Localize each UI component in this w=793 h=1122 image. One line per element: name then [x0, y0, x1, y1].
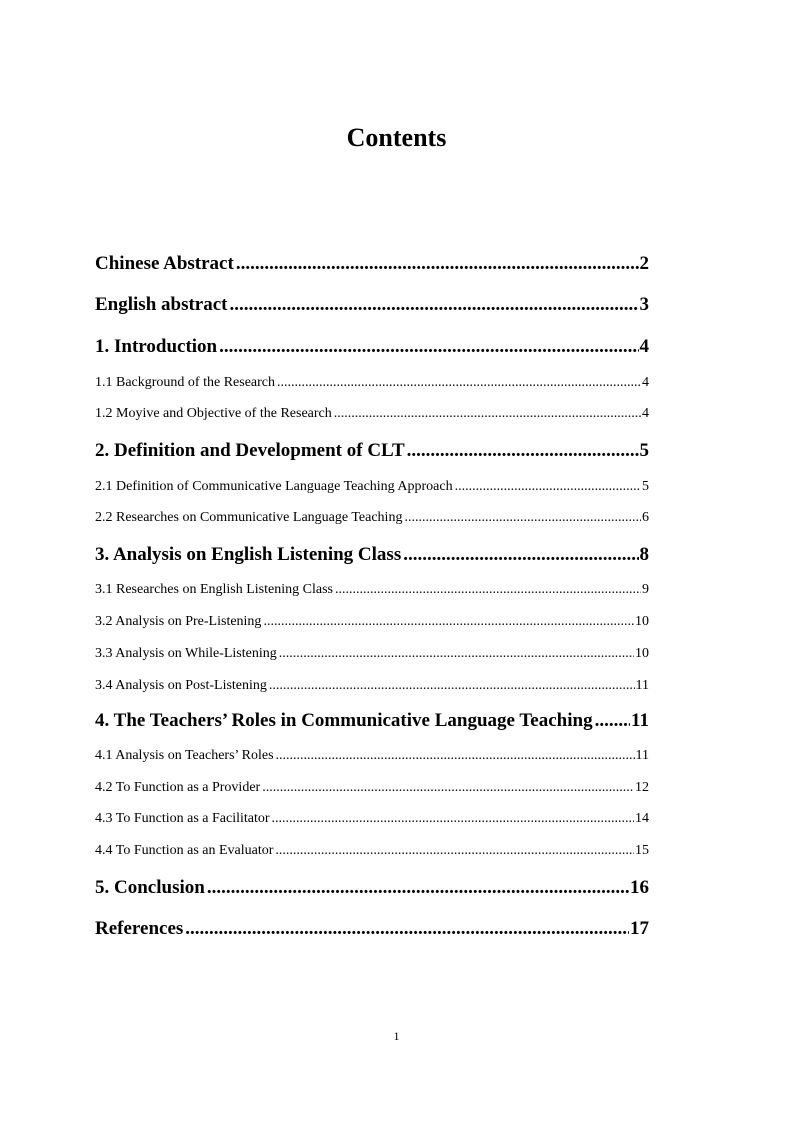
toc-leader-dots: [335, 580, 641, 600]
toc-entry[interactable]: [95, 676, 649, 696]
toc-entry-page: 10: [635, 646, 649, 661]
toc-entry-label: Chinese Abstract: [95, 253, 234, 274]
toc-entry-page: 4: [642, 375, 649, 390]
toc-entry[interactable]: [95, 841, 649, 861]
toc-entry[interactable]: [95, 292, 649, 318]
toc-entry[interactable]: [95, 373, 649, 393]
toc-leader-dots: [185, 916, 629, 942]
toc-leader-dots: [275, 841, 634, 861]
toc-leader-dots: [595, 708, 630, 734]
toc-leader-dots: [219, 334, 638, 360]
toc-entry-page: 11: [635, 678, 649, 693]
toc-entry[interactable]: [95, 746, 649, 766]
toc-entry-page: 17: [630, 918, 649, 939]
toc-entry-label: 2.2 Researches on Communicative Language Teaching: [95, 510, 403, 525]
table-of-contents: [95, 0, 649, 1000]
toc-entry-label: English abstract: [95, 294, 228, 315]
toc-entry-label: 4.3 To Function as a Facilitator: [95, 811, 270, 826]
toc-entry[interactable]: [95, 612, 649, 632]
toc-leader-dots: [277, 373, 641, 393]
toc-entry[interactable]: [95, 875, 649, 901]
toc-entry[interactable]: [95, 580, 649, 600]
toc-entry-page: 10: [635, 614, 649, 629]
toc-entry-page: 8: [639, 544, 649, 565]
toc-entry-label: 3.2 Analysis on Pre-Listening: [95, 614, 262, 629]
toc-entry-page: 5: [642, 479, 649, 494]
toc-entry-page: 3: [639, 294, 649, 315]
toc-leader-dots: [207, 875, 629, 901]
toc-entry-label: 4.4 To Function as an Evaluator: [95, 843, 274, 858]
toc-entry-label: 3.3 Analysis on While-Listening: [95, 646, 277, 661]
toc-leader-dots: [269, 676, 635, 696]
toc-entry[interactable]: [95, 404, 649, 424]
toc-entry[interactable]: [95, 778, 649, 798]
toc-entry-label: 3.4 Analysis on Post-Listening: [95, 678, 267, 693]
toc-entry-page: 12: [635, 780, 649, 795]
toc-entry-page: 2: [639, 253, 649, 274]
toc-leader-dots: [455, 477, 641, 497]
toc-entry-page: 15: [635, 843, 649, 858]
toc-leader-dots: [404, 508, 641, 528]
toc-entry-label: 5. Conclusion: [95, 877, 205, 898]
toc-entry-label: 4. The Teachers’ Roles in Communicative Language Teaching: [95, 710, 593, 731]
toc-entry[interactable]: [95, 644, 649, 664]
toc-entry-page: 14: [635, 811, 649, 826]
toc-leader-dots: [276, 746, 635, 766]
page-number: 1: [393, 1029, 400, 1043]
toc-leader-dots: [230, 292, 639, 318]
toc-entry-label: 2.1 Definition of Communicative Language Teaching Approach: [95, 479, 453, 494]
toc-entry-label: 1.1 Background of the Research: [95, 375, 275, 390]
toc-entry-page: 4: [639, 336, 649, 357]
toc-entry-label: References: [95, 918, 184, 939]
toc-entry[interactable]: [95, 334, 649, 360]
toc-entry-label: 4.2 To Function as a Provider: [95, 780, 261, 795]
toc-leader-dots: [236, 251, 639, 277]
toc-leader-dots: [407, 438, 639, 464]
toc-entry-page: 5: [639, 440, 649, 461]
toc-entry-page: 9: [642, 582, 649, 597]
toc-entry-label: 3. Analysis on English Listening Class: [95, 544, 402, 565]
toc-leader-dots: [272, 809, 634, 829]
toc-entry[interactable]: [95, 508, 649, 528]
toc-entry-label: 2. Definition and Development of CLT: [95, 440, 405, 461]
toc-leader-dots: [262, 778, 634, 798]
toc-leader-dots: [334, 404, 641, 424]
toc-entry[interactable]: [95, 251, 649, 277]
toc-entry[interactable]: [95, 542, 649, 568]
toc-entry-page: 4: [642, 406, 649, 421]
toc-leader-dots: [263, 612, 634, 632]
toc-entry-label: 1. Introduction: [95, 336, 218, 357]
toc-entry-label: 1.2 Moyive and Objective of the Research: [95, 406, 332, 421]
toc-entry-label: 4.1 Analysis on Teachers’ Roles: [95, 748, 274, 763]
toc-entry[interactable]: [95, 438, 649, 464]
toc-entry-label: 3.1 Researches on English Listening Class: [95, 582, 333, 597]
toc-leader-dots: [279, 644, 634, 664]
toc-entry-page: 11: [635, 748, 649, 763]
toc-leader-dots: [403, 542, 638, 568]
toc-entry[interactable]: [95, 708, 649, 734]
toc-entry[interactable]: [95, 477, 649, 497]
toc-entry-page: 6: [642, 510, 649, 525]
toc-entry-page: 11: [631, 710, 649, 731]
toc-entry-page: 16: [630, 877, 649, 898]
toc-entry[interactable]: [95, 916, 649, 942]
page-title: Contents: [346, 123, 447, 152]
toc-entry[interactable]: [95, 809, 649, 829]
